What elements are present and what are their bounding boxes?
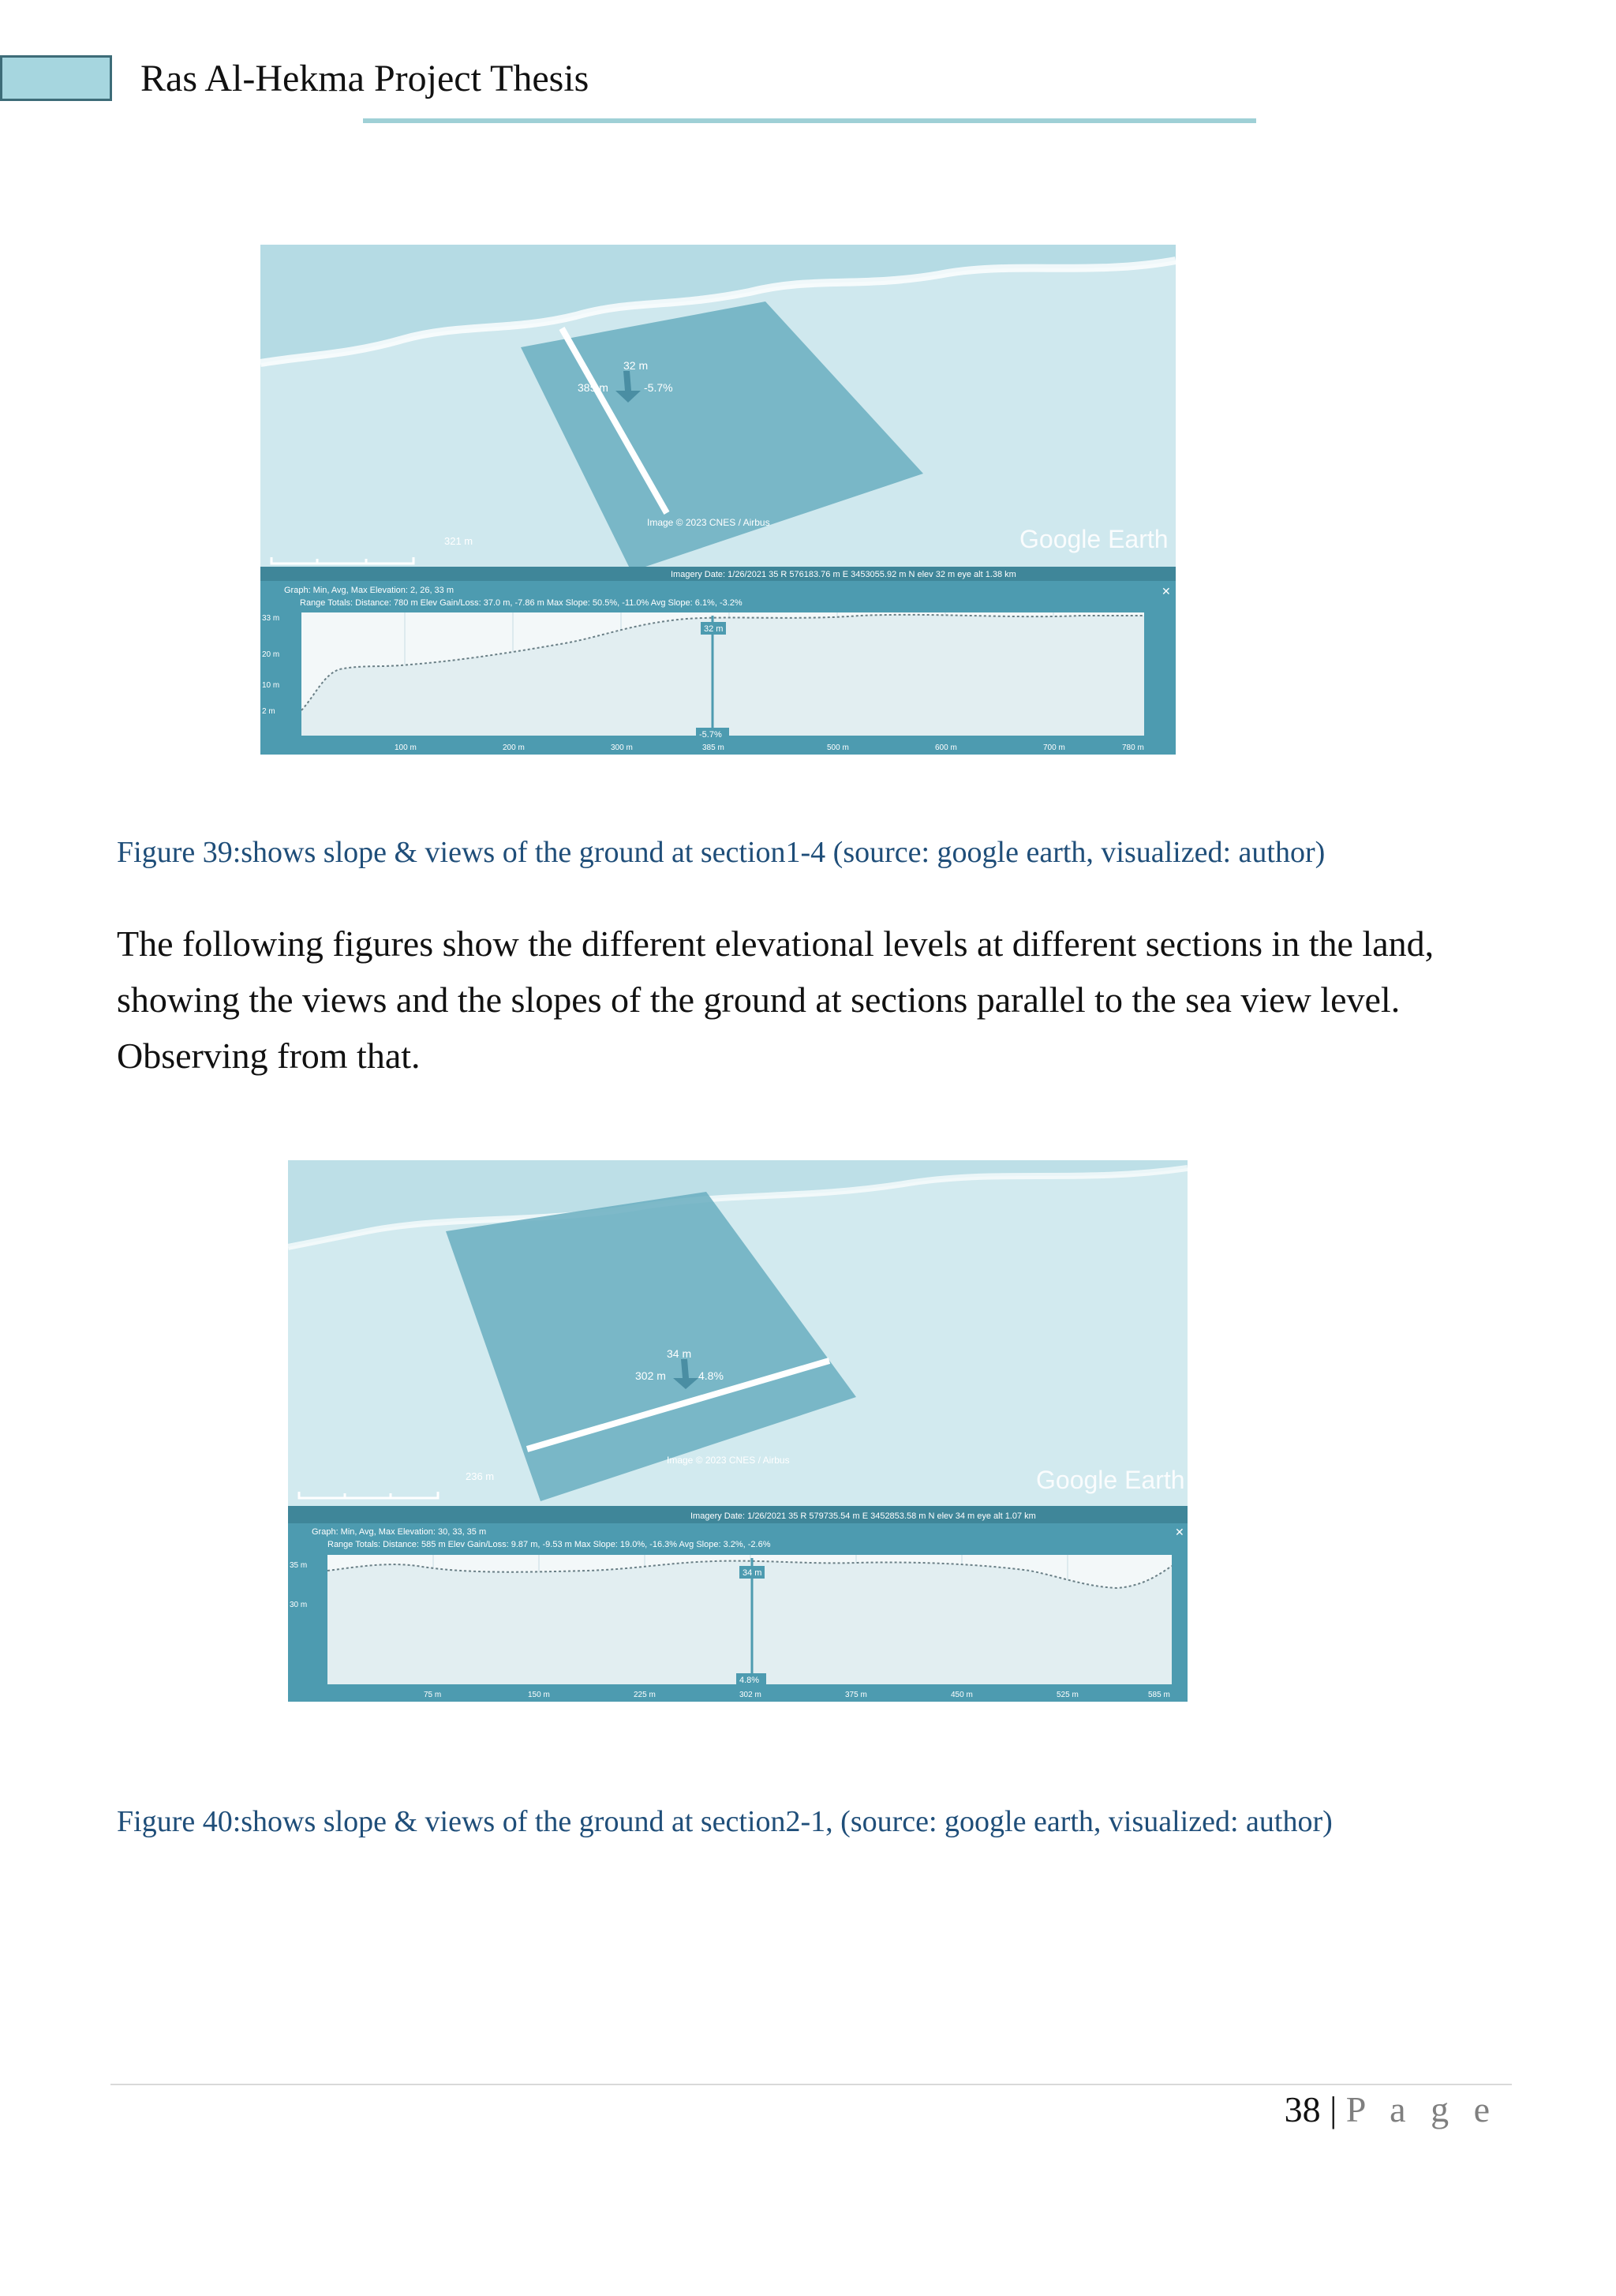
x-tick: 525 m	[1057, 1691, 1079, 1699]
x-tick: 302 m	[739, 1691, 761, 1699]
body-paragraph	[117, 916, 1506, 1084]
x-tick: 200 m	[503, 743, 525, 752]
graph-slope-label: 4.8%	[739, 1676, 760, 1685]
elevation-marker-text: 32 m	[623, 359, 649, 372]
graph-value-label: 32 m	[704, 624, 724, 634]
y-tick: 2 m	[262, 707, 275, 716]
close-icon: ✕	[1175, 1526, 1184, 1538]
figure-39-caption: Figure 39:shows slope & views of the ground at section1-4 (source: google earth, visualized: author)	[117, 836, 1326, 869]
y-tick: 33 m	[262, 614, 280, 623]
figure-39-image	[260, 245, 1176, 755]
brand-text: Google Earth	[1019, 525, 1169, 553]
x-tick: 225 m	[634, 1691, 656, 1699]
graph-slope-label: -5.7%	[699, 730, 722, 740]
graph-value-label: 34 m	[743, 1568, 762, 1578]
scale-text: 236 m	[466, 1470, 495, 1482]
header-rule	[363, 118, 1256, 123]
x-tick: 450 m	[951, 1691, 973, 1699]
page-number: 38	[1284, 2089, 1321, 2129]
header-title: Ras Al-Hekma Project Thesis	[140, 58, 589, 99]
profile-fill	[327, 1561, 1172, 1684]
status-bar-text: Imagery Date: 1/26/2021 35 R 579735.54 m E 3452853.58 m N elev 34 m eye alt 1.07 km	[690, 1511, 1036, 1521]
x-tick: 500 m	[827, 743, 849, 752]
x-tick: 780 m	[1122, 743, 1144, 752]
imagery-copyright: Image © 2023 CNES / Airbus	[667, 1455, 790, 1466]
footer-rule	[110, 2084, 1512, 2085]
x-tick: 375 m	[845, 1691, 867, 1699]
stats-line-2: Range Totals: Distance: 585 m Elev Gain/Loss: 9.87 m, -9.53 m Max Slope: 19.0%, -16.3% Avg Slope: 3.2%, -2.6%	[327, 1540, 771, 1549]
slope-marker-text: 4.8%	[698, 1369, 724, 1382]
scale-text: 321 m	[444, 535, 473, 547]
distance-marker-text: 302 m	[635, 1369, 666, 1382]
imagery-copyright: Image © 2023 CNES / Airbus	[647, 517, 770, 528]
distance-marker-text: 385 m	[578, 381, 608, 394]
x-tick: 150 m	[528, 1691, 550, 1699]
x-tick: 600 m	[935, 743, 957, 752]
header-accent-box	[0, 55, 112, 101]
x-tick: 585 m	[1148, 1691, 1170, 1699]
x-tick: 700 m	[1043, 743, 1065, 752]
close-icon: ✕	[1162, 585, 1171, 597]
footer-separator: |	[1330, 2089, 1337, 2129]
x-tick: 100 m	[395, 743, 417, 752]
x-tick: 75 m	[424, 1691, 442, 1699]
slope-marker-text: -5.7%	[644, 381, 673, 394]
y-tick: 30 m	[290, 1601, 308, 1609]
stats-line-1: Graph: Min, Avg, Max Elevation: 30, 33, 35 m	[312, 1527, 487, 1537]
page-label: P a g e	[1345, 2089, 1498, 2129]
stats-line-2: Range Totals: Distance: 780 m Elev Gain/Loss: 37.0 m, -7.86 m Max Slope: 50.5%, -11.0% Avg Slope: 6.1%, -3.2%	[300, 598, 743, 608]
figure-40-image	[288, 1160, 1188, 1702]
figure-40-caption: Figure 40:shows slope & views of the ground at section2-1, (source: google earth, visualized: author)	[117, 1805, 1333, 1838]
y-tick: 10 m	[262, 681, 280, 690]
body-paragraph-text: The following figures show the different elevational levels at different sections in the land, showing the views and the slopes of the ground at sections parallel to the sea view level. Observing from that.	[117, 923, 1435, 1076]
stats-line-1: Graph: Min, Avg, Max Elevation: 2, 26, 33 m	[284, 586, 454, 595]
status-bar-text: Imagery Date: 1/26/2021 35 R 576183.76 m E 3453055.92 m N elev 32 m eye alt 1.38 km	[671, 570, 1016, 579]
page-footer	[1285, 2088, 1498, 2130]
x-tick: 385 m	[702, 743, 724, 752]
x-tick: 300 m	[611, 743, 633, 752]
y-tick: 20 m	[262, 650, 280, 659]
elevation-marker-text: 34 m	[667, 1347, 692, 1360]
brand-text: Google Earth	[1036, 1466, 1185, 1494]
y-tick: 35 m	[290, 1561, 308, 1570]
